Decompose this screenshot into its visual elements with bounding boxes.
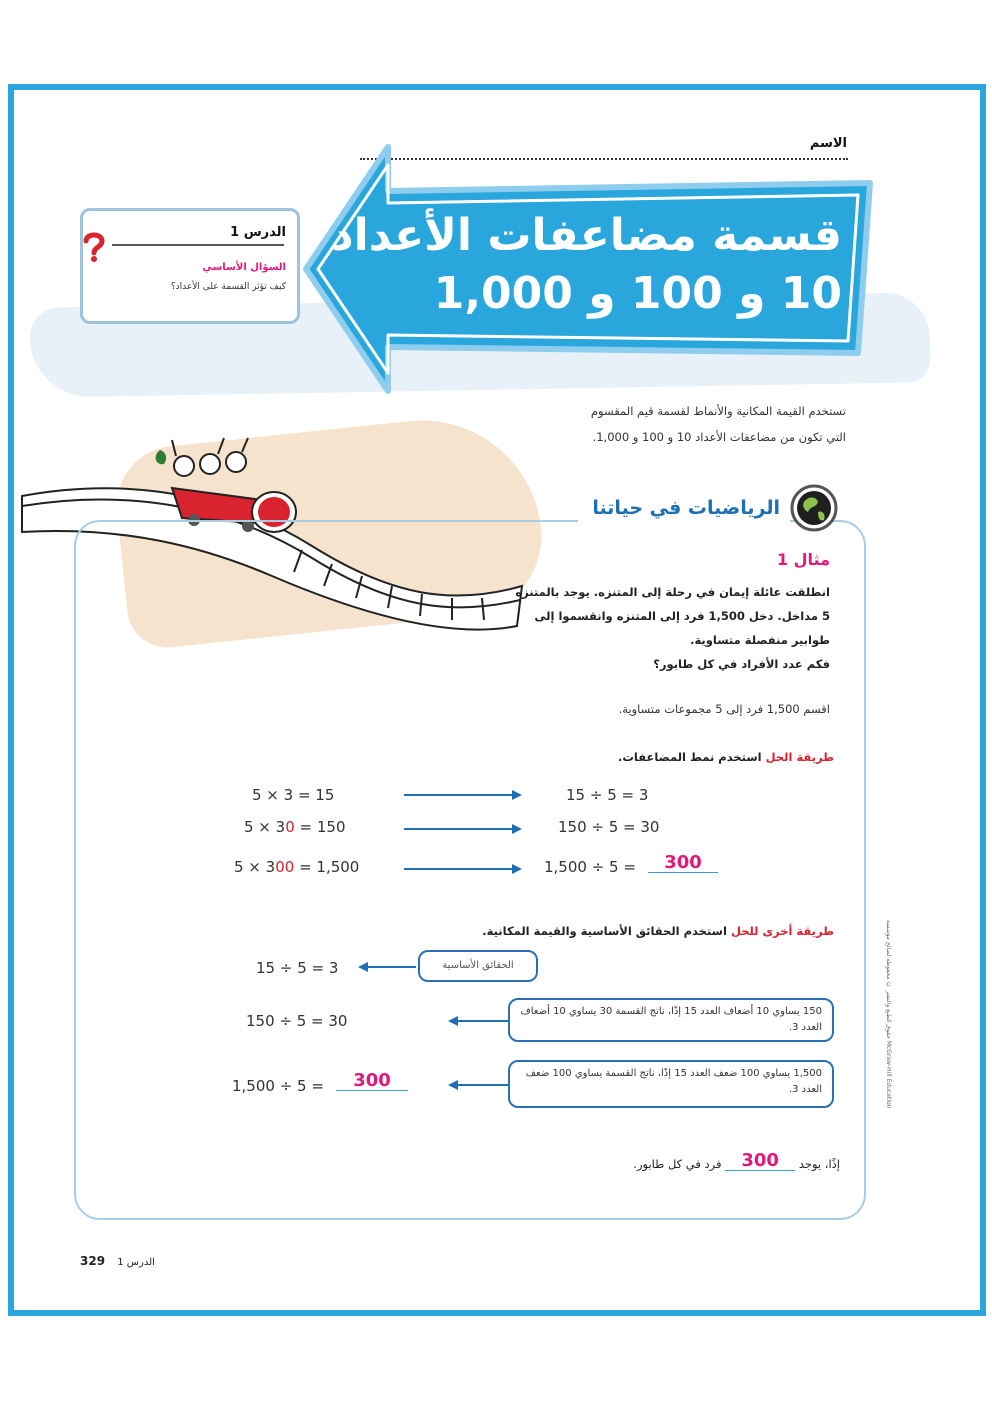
method1-answer: 300 (664, 852, 702, 873)
globe-icon (790, 484, 838, 532)
arrow-right-icon (404, 788, 524, 802)
problem-statement: انطلقت عائلة إيمان في رحلة إلى المتنزه. يوجد بالمتنزه 5 مداخل. دخل 1,500 فرد إلى المتنزه وانقسموا إلى طوابير منفصلة متساوية. (515, 585, 830, 647)
conclusion-suffix: فرد في كل طابور. (633, 1157, 722, 1171)
method1-row2-left-zeros: 0 (285, 818, 295, 836)
method1-row1-left-text: 5 × 3 = 15 (252, 786, 335, 804)
method2-heading (410, 924, 834, 938)
conclusion (560, 1150, 840, 1171)
problem-text (510, 580, 830, 676)
lesson-label: الدرس 1 (230, 225, 286, 240)
intro-text: تستخدم القيمة المكانية والأنماط لقسمة قيم المقسوم التي تكون من مضاعفات الأعداد 10 و 100 و 1,000. (590, 404, 846, 444)
side-credit: حقوق الطبع والنشر © محفوظة لصالح مؤسسة McGraw-Hill Education (885, 920, 892, 1109)
problem-question: فكم عدد الأفراد في كل طابور؟ (653, 657, 830, 671)
example-title: مثال 1 (776, 550, 830, 569)
page-title-line1: قسمة مضاعفات الأعداد (331, 210, 842, 261)
method2-label: طريقة أخرى للحل (730, 924, 834, 938)
method1-row3-left-zeros: 00 (275, 858, 295, 876)
essential-question-title: السؤال الأساسي (202, 262, 286, 273)
page-title-line2: 10 و 100 و 1,000 (433, 268, 842, 319)
method2-row3-eq: 1,500 ÷ 5 = (232, 1077, 324, 1095)
method1-row2-left (244, 818, 346, 836)
arrow-right-icon (404, 862, 524, 876)
arrow-left-icon (448, 1014, 508, 1028)
method1-row1-right: 15 ÷ 5 = 3 (566, 786, 649, 804)
method1-row3-left (234, 858, 359, 876)
method2-text: استخدم الحقائق الأساسية والقيمة المكانية. (482, 924, 727, 938)
method2-note1: 150 يساوي 10 أضعاف العدد 15 إذًا، ناتج القسمة 30 يساوي 10 أضعاف العدد 3. (508, 998, 834, 1042)
question-mark-icon (80, 231, 108, 263)
basic-fact-tag: الحقائق الأساسية (418, 950, 538, 982)
arrow-left-icon (358, 960, 416, 974)
conclusion-answer-field[interactable] (725, 1150, 795, 1171)
method1-row3-left-a: 5 × 3 (234, 858, 276, 876)
method2-note2: 1,500 يساوي 100 ضعف العدد 15 إذًا، ناتج القسمة يساوي 100 ضعف العدد 3. (508, 1060, 834, 1108)
page-number: 329 (80, 1254, 106, 1268)
method2-answer: 300 (353, 1070, 391, 1091)
footer-lesson: الدرس 1 (117, 1257, 155, 1268)
method1-text: استخدم نمط المضاعفات. (617, 750, 762, 764)
method2-answer-field[interactable] (336, 1070, 408, 1091)
arrow-right-icon (404, 822, 524, 836)
method1-row2-left-a: 5 × 3 (244, 818, 286, 836)
method1-row3-right: 1,500 ÷ 5 = (544, 858, 636, 876)
method1-label: طريقة الحل (765, 750, 834, 764)
method1-row1-left (252, 786, 334, 804)
divide-statement: اقسم 1,500 فرد إلى 5 مجموعات متساوية. (618, 702, 830, 716)
name-label: الاسم (809, 136, 847, 151)
lesson-divider (112, 244, 284, 246)
section-title: الرياضيات في حياتنا (592, 497, 780, 519)
conclusion-prefix: إذًا، يوجد (798, 1157, 840, 1171)
method1-answer-field[interactable] (648, 852, 718, 873)
method1-row2-left-c: = 150 (294, 818, 346, 836)
conclusion-answer: 300 (741, 1150, 779, 1171)
method2-row1-eq: 15 ÷ 5 = 3 (256, 959, 339, 977)
method2-row2-eq: 150 ÷ 5 = 30 (246, 1012, 348, 1030)
method1-row3-left-c: = 1,500 (294, 858, 360, 876)
method1-row2-right: 150 ÷ 5 = 30 (558, 818, 660, 836)
essential-question-text: كيف تؤثر القسمة على الأعداد؟ (170, 282, 286, 292)
arrow-left-icon (448, 1078, 508, 1092)
page-footer (80, 1254, 155, 1268)
method1-heading (420, 750, 834, 764)
